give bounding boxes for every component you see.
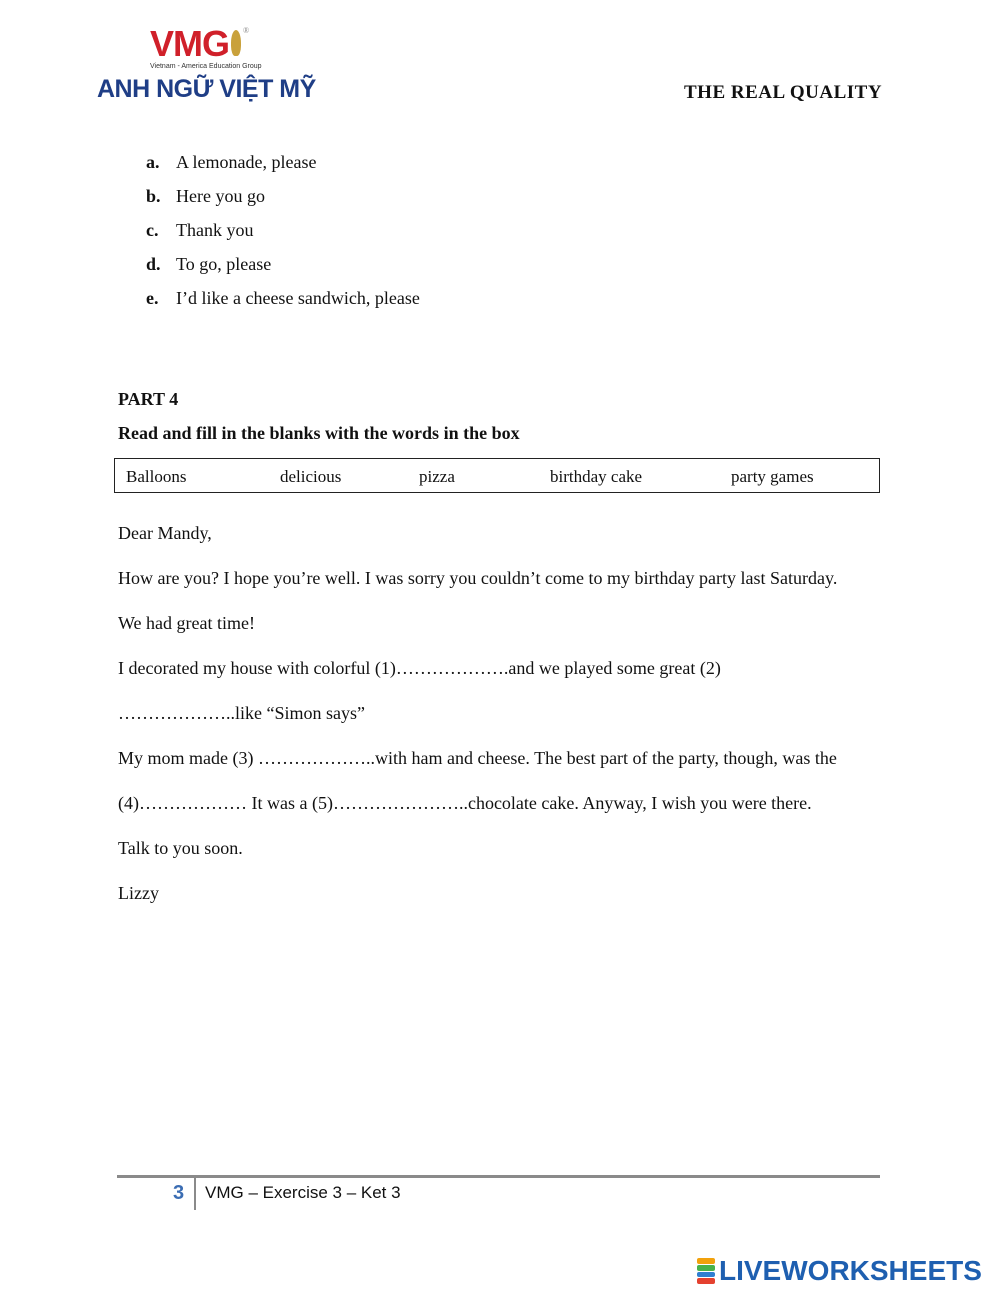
option-letter: c. [146,220,159,240]
liveworksheets-icon [697,1258,715,1284]
slogan: THE REAL QUALITY [684,82,883,103]
option-letter: d. [146,254,161,274]
registered-icon: ® [243,26,250,35]
watermark-text: LIVEWORKSHEETS [719,1255,982,1286]
word-delicious: delicious [280,467,342,486]
letter-line: ………………..like “Simon says” [118,703,365,723]
letter-greeting: Dear Mandy, [118,523,212,543]
option-letter: b. [146,186,161,206]
word-box [114,458,880,493]
list-item [146,254,271,274]
list-item [146,288,420,308]
word-pizza: pizza [419,467,455,486]
footer-divider [117,1175,880,1178]
letter-line-blank-4-5: (4)……………… It was a (5)…………………..chocolate cake. Anyway, I wish you were there. [118,793,812,813]
list-item [146,186,265,206]
word-birthday-cake: birthday cake [550,467,643,486]
vmg-logo [150,23,250,64]
letter-closing: Talk to you soon. [118,838,243,858]
option-text: Thank you [176,220,254,240]
letter-line-blank-3: My mom made (3) ………………..with ham and cheese. The best part of the party, though, was the [118,748,837,768]
pen-nib-icon [231,30,241,56]
logo-name: ANH NGỮ VIỆT MỸ [97,75,316,103]
footer-separator [194,1178,196,1210]
option-letter: e. [146,288,159,308]
instruction: Read and fill in the blanks with the words in the box [118,423,520,443]
option-text: A lemonade, please [176,152,317,172]
letter-line-blank-1-2: I decorated my house with colorful (1)……………….and we played some great (2) [118,658,721,678]
option-letter: a. [146,152,160,172]
letter-line: How are you? I hope you’re well. I was sorry you couldn’t come to my birthday party last Saturday. [118,568,838,588]
page-number: 3 [173,1182,185,1204]
part-title: PART 4 [118,389,179,409]
list-item [146,220,253,240]
liveworksheets-watermark [697,1255,982,1287]
option-text: To go, please [176,254,272,274]
footer-text: VMG – Exercise 3 – Ket 3 [205,1183,401,1202]
word-party-games: party games [731,467,814,486]
list-item [146,152,316,172]
option-text: I’d like a cheese sandwich, please [176,288,420,308]
letter-line: We had great time! [118,613,255,633]
word-balloons: Balloons [126,467,187,486]
option-text: Here you go [176,186,265,206]
logo-mark: VMG [150,23,230,64]
logo-tagline: Vietnam - America Education Group [150,63,262,70]
letter-signature: Lizzy [118,883,159,903]
